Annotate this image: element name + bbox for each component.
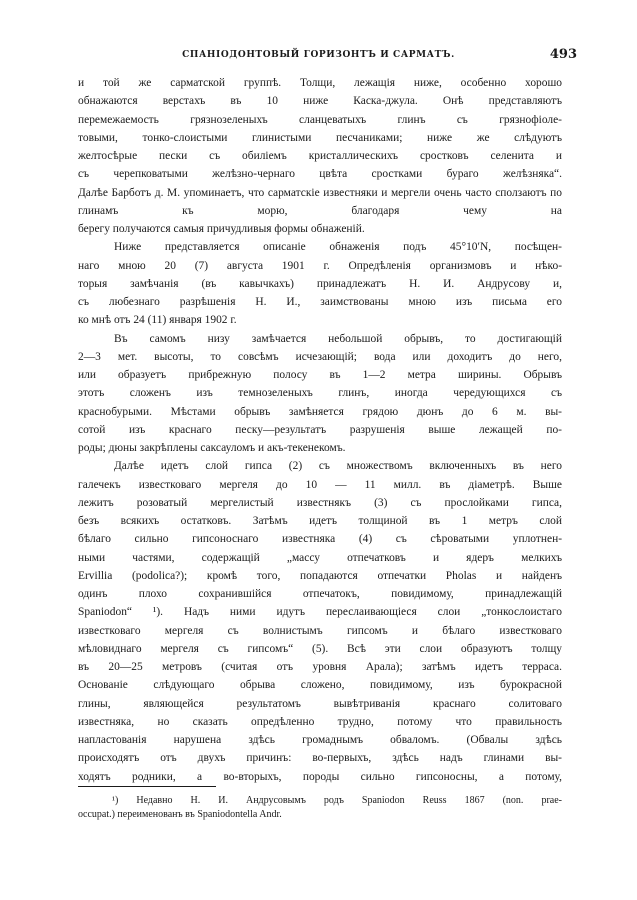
text-line: торыя замѣчанія (въ кавычкахъ) принадлежатъ Н. И. Андрусову и, (78, 277, 562, 290)
text-line: безъ всякихъ остатковъ. Затѣмъ идетъ толщиной въ 1 метръ слой (78, 515, 562, 527)
text-line: съ черепковатыми желѣзно-чернаго цвѣта сростками бураго желѣзняка“. (78, 168, 562, 181)
text-line: обнажаются верстахъ въ 10 ниже Каска-джула. Онѣ представляютъ (78, 95, 562, 108)
text-line: ко мнѣ отъ 24 (11) января 1902 г. (78, 314, 237, 327)
running-head: СПАНІОДОНТОВЫЙ ГОРИЗОНТЪ И САРМАТЪ. (182, 50, 455, 60)
text-line: 2—3 мет. высоты, то совсѣмъ исчезающій; вода или доходитъ до него, (78, 350, 562, 363)
text-line: или образуетъ прибрежную полосу въ 1—2 метра ширины. Обрывъ (78, 369, 562, 381)
page-header (60, 47, 577, 63)
text-line: Ниже представляется описаніе обнаженія подъ 45°10′N, посѣщен- (114, 241, 562, 254)
text-line: мѣловиднаго мергеля съ гипсомъ“ (5). Всѣ эти слои образуютъ толщу (78, 642, 562, 655)
text-line: Далѣе идетъ слой гипса (2) съ множествомъ включенныхъ въ него (114, 460, 562, 473)
text-line: перемежаемость грязнозеленыхъ сланцеватыхъ глинъ съ грязнофіоле- (78, 113, 562, 126)
text-line: бѣлаго сильно гипсоноснаго известняка (4) съ сѣроватыми уплотнен- (78, 533, 562, 546)
text-line: галечекъ известковаго мергеля до 10 — 11 милл. въ діаметрѣ. Выше (78, 478, 562, 491)
footnote-line: occupat.) переименованъ въ Spaniodontella Andr. (78, 809, 282, 820)
text-line: одинъ плохо сохранившійся отпечатокъ, повидимому, принадлежащій (78, 588, 562, 600)
text-line: роды; дюны закрѣплены саксауломъ и акъ-текенекомъ. (78, 442, 346, 454)
body-text (78, 74, 562, 786)
footnotes (78, 794, 562, 822)
text-line: Ervillia (podolica?); кромѣ того, попадаются отпечатки Pholas и найденъ (78, 569, 562, 582)
text-line: напластованія нарушена здѣсь громаднымъ обваломъ. (Обвалы здѣсь (78, 734, 562, 746)
text-line: лежитъ розоватый мергелистый известнякъ (3) съ прослойками гипса, (78, 496, 562, 509)
text-line: известковаго мергеля съ волнистымъ гипсомъ и бѣлаго известковаго (78, 624, 562, 637)
text-line: Въ самомъ низу замѣчается небольшой обрывъ, то достигающій (114, 332, 562, 345)
text-line: въ 20—25 метровъ (считая отъ уровня Арала); затѣмъ идетъ терраса. (78, 661, 562, 673)
text-line: происходятъ отъ двухъ причинъ: во-первыхъ, здѣсь надъ глинами вы- (78, 752, 562, 765)
text-line: желтосѣрые пески съ обиліемъ кристаллическихъ сростковъ селенита и (78, 150, 562, 162)
footnote-divider (78, 786, 216, 787)
text-line: Далѣе Барботъ д. М. упоминаетъ, что сарматскіе известняки и мергели очень часто сползаютъ по глинамъ къ морю, благодаря чему на (78, 186, 562, 217)
footnote-line: ¹) Недавно Н. И. Андрусовымъ родъ Spaniodon Reuss 1867 (non. prae- (112, 795, 562, 806)
text-line: берегу получаются самыя причудливыя формы обнаженій. (78, 223, 365, 235)
text-line: Spaniodon“ ¹). Надъ ними идутъ переслаивающіеся слои „тонкослоистаго (78, 606, 562, 619)
text-line: ходятъ родники, а во-вторыхъ, породы сильно гипсоносны, а потому, (78, 770, 562, 783)
text-line: известняка, но сказать опредѣленно трудно, потому что правильность (78, 715, 562, 728)
text-line: сотой изъ краснаго песку—результатъ разрушенія выше лежащей по- (78, 423, 562, 436)
text-line: наго мною 20 (7) августа 1901 г. Опредѣленія организмовъ и нѣко- (78, 259, 562, 272)
page-number: 493 (549, 47, 577, 62)
text-line: Основаніе слѣдующаго обрыва сложено, повидимому, изъ бурокрасной (78, 679, 562, 692)
text-line: и той же сарматской группѣ. Толщи, лежащія ниже, особенно хорошо (78, 77, 562, 89)
text-line: краснобурыми. Мѣстами обрывъ замѣняется грядою дюнъ до 6 м. вы- (78, 405, 562, 418)
text-line: съ любезнаго разрѣшенія Н. И., заимствованы мною изъ письма его (78, 296, 562, 308)
text-line: глины, являющейся результатомъ вывѣтриванія краснаго солитоваго (78, 697, 562, 710)
text-line: этотъ сложенъ изъ темнозеленыхъ глинъ, иногда чередующихся съ (78, 387, 562, 400)
text-line: товыми, тонко-слоистыми глинистыми песчаниками; ниже же слѣдуютъ (78, 131, 562, 144)
text-line: ными частями, содержащій „массу отпечатковъ и ядеръ мелкихъ (78, 551, 562, 564)
